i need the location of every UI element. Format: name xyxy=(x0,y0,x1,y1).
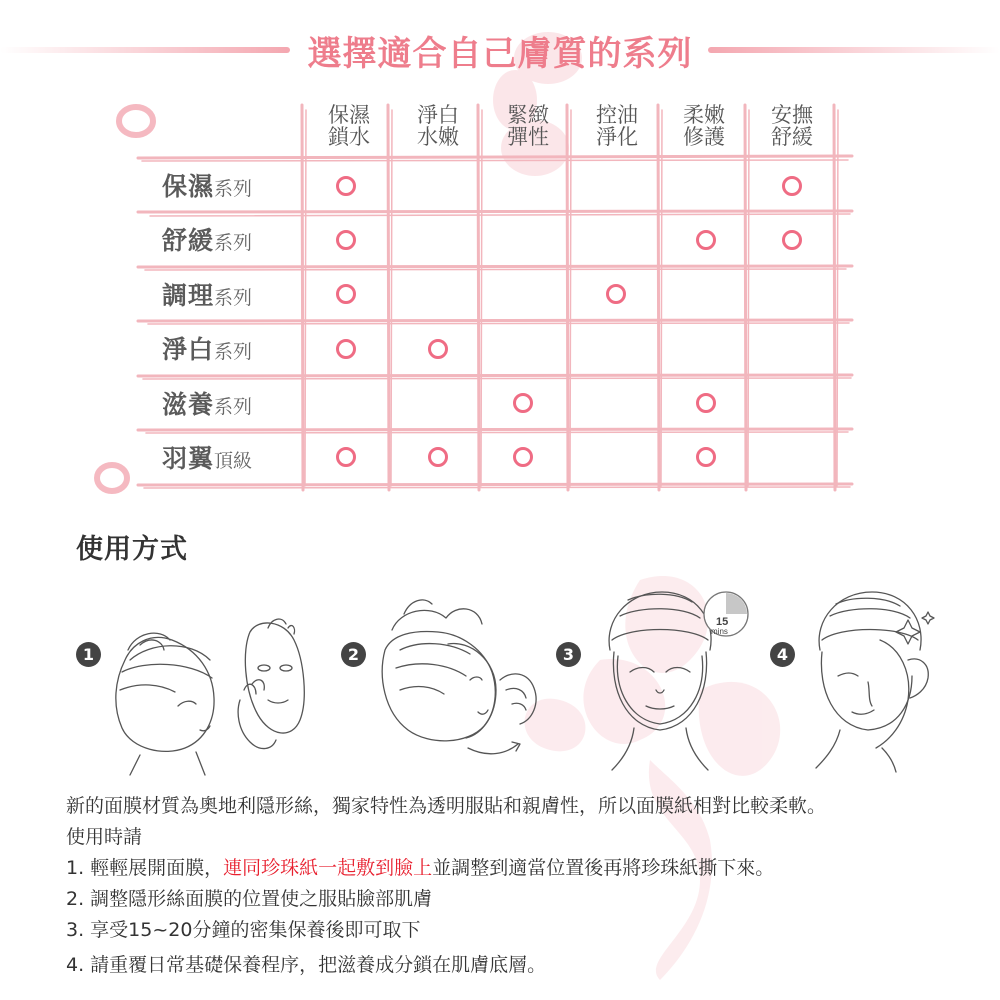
step-number-badge: 2 xyxy=(341,642,366,667)
column-header-line1: 保濕 xyxy=(328,103,370,127)
step3-illustration-icon xyxy=(609,592,711,770)
column-header-line2: 修護 xyxy=(683,125,725,149)
description-step-4: 4. 請重覆日常基礎保養程序，把滋養成分鎖在肌膚底層。 xyxy=(66,954,547,976)
column-header-line1: 緊緻 xyxy=(507,103,549,127)
page-title: 選擇適合自己膚質的系列 xyxy=(307,34,693,74)
usage-heading: 使用方式 xyxy=(76,534,188,565)
row-label-suffix: 系列 xyxy=(214,232,253,254)
column-header-line2: 淨化 xyxy=(596,125,638,149)
column-header-line1: 安撫 xyxy=(771,103,813,127)
description-step-1 xyxy=(66,853,774,880)
step-number-badge: 4 xyxy=(770,642,795,667)
row-label-name: 羽翼 xyxy=(162,444,215,473)
column-header-line2: 舒緩 xyxy=(771,125,813,149)
row-label-suffix: 系列 xyxy=(214,341,253,363)
column-header-line2: 鎖水 xyxy=(328,125,370,149)
column-header-line1: 淨白 xyxy=(417,103,459,127)
timer-number: 15 xyxy=(716,616,729,628)
column-header-line1: 柔嫩 xyxy=(683,103,725,127)
column-header-line1: 控油 xyxy=(596,103,638,127)
row-label-suffix: 系列 xyxy=(214,178,253,200)
timer-icon xyxy=(704,592,748,636)
row-label-suffix: 頂級 xyxy=(214,450,253,472)
row-label-name: 滋養 xyxy=(162,390,215,419)
step-number-badge: 1 xyxy=(76,642,101,667)
timer-unit: mins xyxy=(711,627,728,636)
row-label-suffix: 系列 xyxy=(214,396,253,418)
row-label-name: 保濕 xyxy=(162,172,215,201)
column-header-line2: 水嫩 xyxy=(417,125,459,149)
row-label-name: 調理 xyxy=(162,281,215,310)
description-line-2: 使用時請 xyxy=(66,826,143,848)
step1-suffix: 並調整到適當位置後再將珍珠紙撕下來。 xyxy=(432,857,775,879)
row-label-name: 舒緩 xyxy=(162,226,215,255)
step-number-badge: 3 xyxy=(556,642,581,667)
step2-illustration-icon xyxy=(382,600,536,754)
description-line-1: 新的面膜材質為奧地利隱形絲，獨家特性為透明服貼和親膚性，所以面膜紙相對比較柔軟。 xyxy=(66,795,827,817)
step1-highlight: 連同珍珠紙一起敷到臉上 xyxy=(223,857,433,879)
row-label-name: 淨白 xyxy=(162,335,215,364)
step4-illustration-icon xyxy=(816,592,934,772)
row-label-suffix: 系列 xyxy=(214,287,253,309)
column-header-line2: 彈性 xyxy=(507,125,549,149)
step1-prefix: 1. 輕輕展開面膜， xyxy=(66,857,224,879)
description-step-2: 2. 調整隱形絲面膜的位置使之服貼臉部肌膚 xyxy=(66,888,433,910)
description-step-3: 3. 享受15~20分鐘的密集保養後即可取下 xyxy=(66,919,421,941)
step1-illustration-icon xyxy=(116,619,304,775)
